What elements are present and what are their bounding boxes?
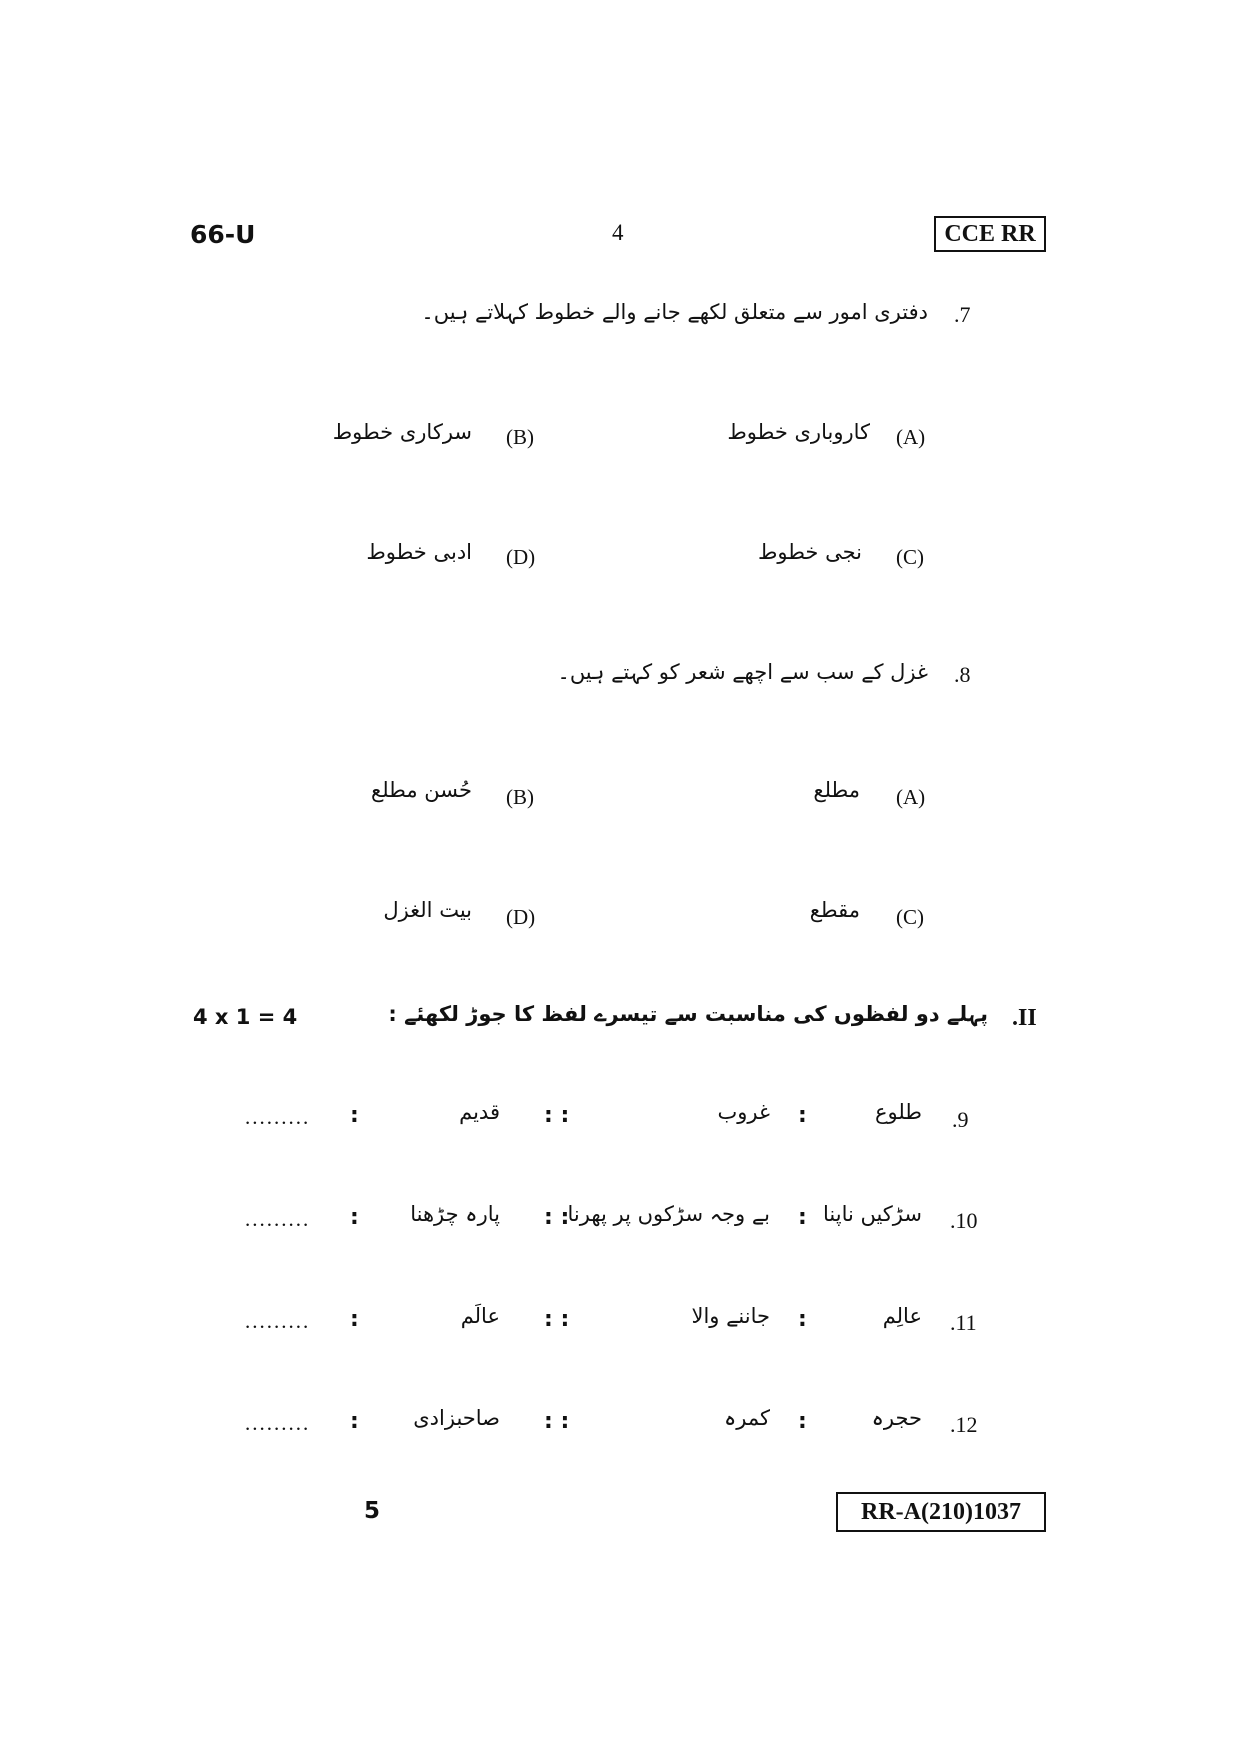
row-12-number: .12 [950, 1412, 978, 1437]
row-10-word-3: پارہ چڑھنا [410, 1202, 500, 1226]
row-9-word-1: طلوع [874, 1100, 922, 1124]
row-9-sep-1: : [798, 1103, 807, 1128]
paper-code: 66-U [190, 220, 256, 249]
row-12-word-3: صاحبزادی [413, 1406, 500, 1430]
row-9-sep-3: : [350, 1103, 359, 1128]
row-11-number: .11 [950, 1310, 977, 1335]
row-11-sep-3: : [350, 1307, 359, 1332]
q8-option-c: مقطع [809, 898, 860, 922]
row-9-answer-blank: ......... [245, 1105, 311, 1129]
q7-number: .7 [954, 302, 971, 327]
row-10-answer-blank: ......... [245, 1207, 311, 1231]
code-box: RR-A(210)1037 [836, 1492, 1046, 1532]
section-2-instruction: پہلے دو لفظوں کی مناسبت سے تیسرے لفظ کا جوڑ لکھئے : [388, 1002, 988, 1026]
row-12-sep-3: : [350, 1409, 359, 1434]
row-11-word-1: عالِم [882, 1304, 922, 1328]
row-10-word-1: سڑکیں ناپنا [822, 1202, 922, 1226]
row-11-word-3: عالَم [460, 1304, 500, 1328]
row-9-word-3: قدیم [459, 1100, 500, 1124]
section-2-marks: 4 x 1 = 4 [193, 1005, 298, 1029]
page-number: 4 [612, 220, 624, 245]
q8-option-b: حُسن مطلع [371, 778, 472, 802]
q8-option-d-label: (D) [506, 905, 536, 929]
q7-text: دفتری امور سے متعلق لکھے جانے والے خطوط کہلاتے ہیں۔ [421, 300, 928, 324]
q8-option-b-label: (B) [506, 785, 534, 809]
q8-option-a-label: (A) [896, 785, 926, 809]
q8-text: غزل کے سب سے اچھے شعر کو کہتے ہیں۔ [557, 660, 928, 684]
row-10-number: .10 [950, 1208, 978, 1233]
row-12-answer-blank: ......... [245, 1411, 311, 1435]
q7-option-a-label: (A) [896, 425, 926, 449]
row-10-word-2: بے وجہ سڑکوں پر پھرنا [567, 1202, 770, 1226]
row-12-word-1: حجرہ [871, 1406, 922, 1430]
row-9-number: .9 [952, 1107, 969, 1132]
row-11-sep-2: : : [544, 1307, 570, 1332]
row-12-sep-1: : [798, 1409, 807, 1434]
row-10-sep-3: : [350, 1205, 359, 1230]
row-12-word-2: کمرہ [723, 1406, 770, 1430]
q8-option-d: بیت الغزل [383, 898, 472, 922]
q7-option-b: سرکاری خطوط [332, 420, 472, 444]
q7-option-a: کاروباری خطوط [727, 420, 870, 444]
q8-option-a: مطلع [813, 778, 860, 802]
row-9-word-2: غروب [717, 1100, 770, 1124]
row-11-word-2: جاننے والا [691, 1304, 770, 1328]
row-10-sep-2: : : [544, 1205, 570, 1230]
row-11-sep-1: : [798, 1307, 807, 1332]
row-11-answer-blank: ......... [245, 1309, 311, 1333]
q7-option-d-label: (D) [506, 545, 536, 569]
sheet-number: 5 [364, 1498, 381, 1524]
q7-option-c-label: (C) [896, 545, 924, 569]
q7-option-c: نجی خطوط [757, 540, 862, 564]
q8-option-c-label: (C) [896, 905, 924, 929]
q7-option-b-label: (B) [506, 425, 534, 449]
q7-option-d: ادبی خطوط [366, 540, 472, 564]
row-10-sep-1: : [798, 1205, 807, 1230]
q8-number: .8 [954, 662, 971, 687]
row-9-sep-2: : : [544, 1103, 570, 1128]
row-12-sep-2: : : [544, 1409, 570, 1434]
series-box: CCE RR [934, 216, 1046, 252]
section-2-label: .II [1012, 1005, 1037, 1031]
